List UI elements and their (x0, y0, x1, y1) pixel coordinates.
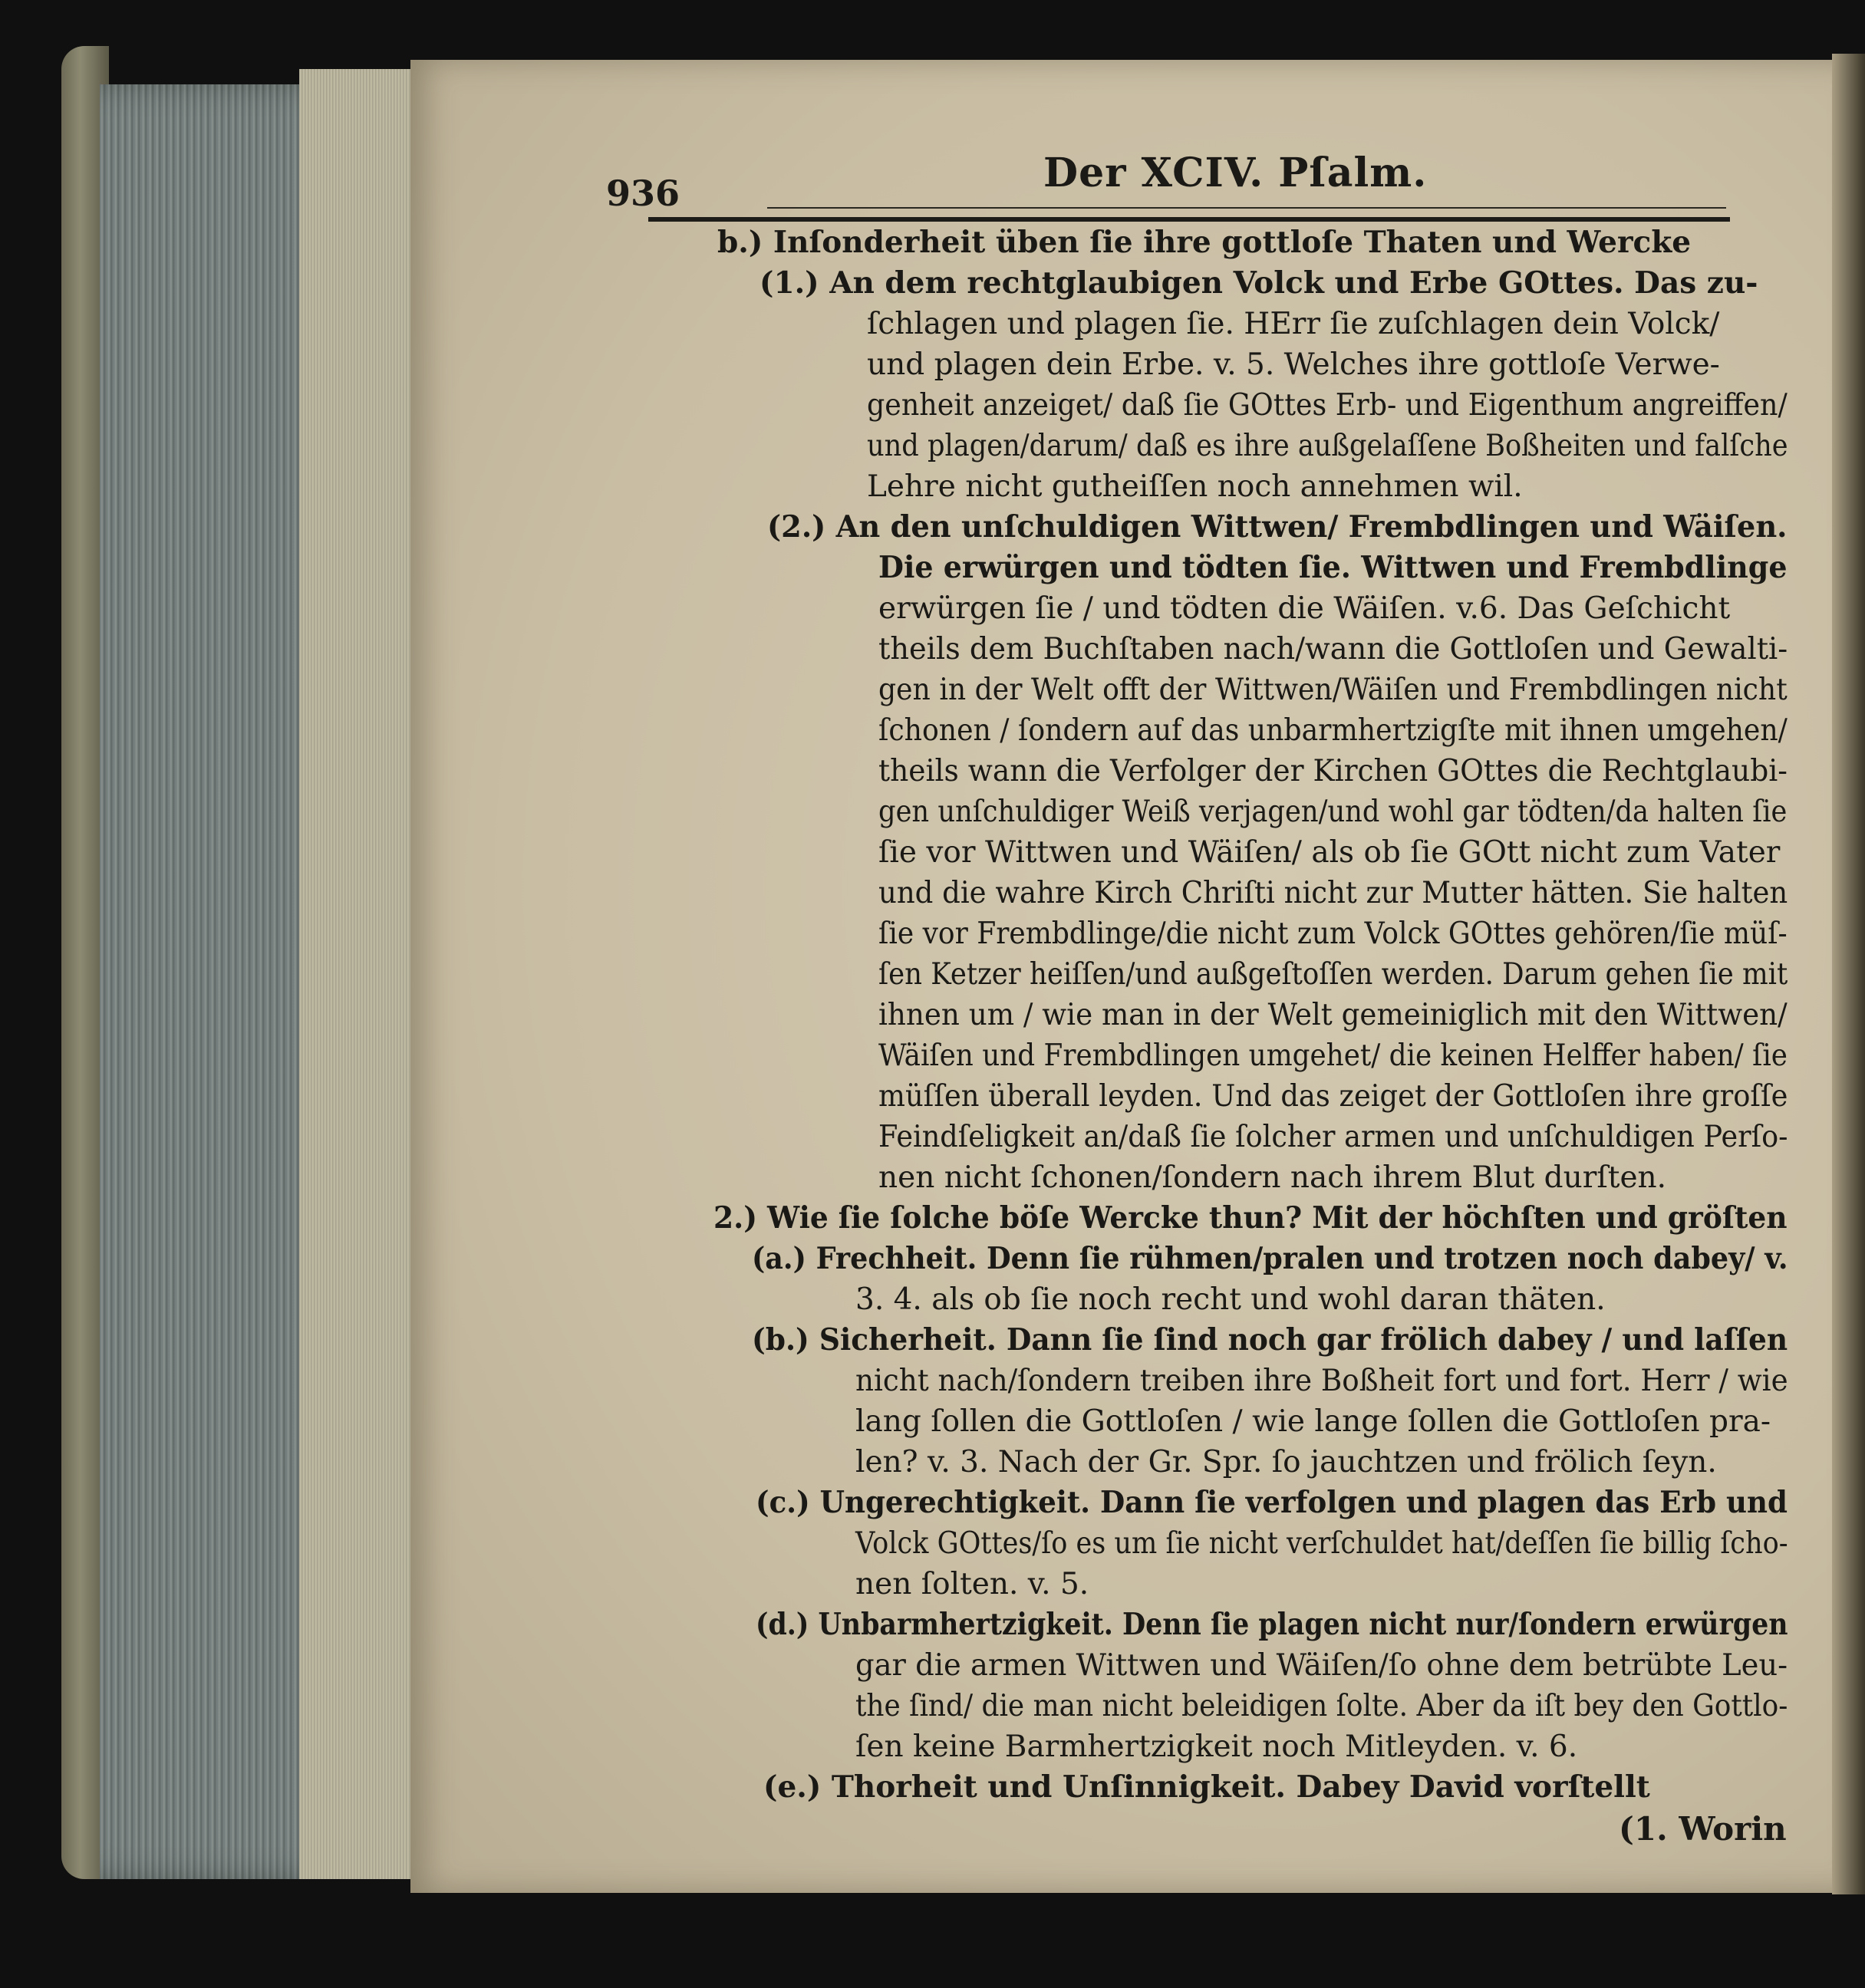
text-line: und plagen dein Erbe. v. 5. Welches ihre gottloſe Verwe- (867, 347, 1720, 382)
text-line: gen in der Welt offt der Wittwen/Wäiſen und Frembdlingen nicht (878, 673, 1788, 707)
text-line: ſen Ketzer heiſſen/und außgeſtoſſen werden. Darum gehen ſie mit (878, 957, 1788, 992)
header-rule-thin (767, 207, 1726, 209)
facing-page-edge (1832, 54, 1865, 1894)
header-rule (648, 217, 1730, 222)
text-line: (2.) An den unſchuldigen Wittwen/ Frembdlingen und Wäiſen. (767, 509, 1788, 545)
text-line: theils dem Buchſtaben nach/wann die Gottloſen und Gewalti- (878, 632, 1788, 667)
text-line: Volck GOttes/ſo es um ſie nicht verſchuldet hat/deſſen ſie billig ſcho- (855, 1526, 1788, 1561)
text-line: genheit anzeiget/ daß ſie GOttes Erb- und Eigenthum angreiffen/ (867, 388, 1788, 423)
text-line: Feindſeligkeit an/daß ſie ſolcher armen und unſchuldigen Perſo- (878, 1120, 1788, 1154)
text-line: (b.) Sicherheit. Dann ſie ſind noch gar frölich dabey / und laſſen (752, 1322, 1788, 1358)
text-line: Wäiſen und Frembdlingen umgehet/ die keinen Helffer haben/ ſie (878, 1038, 1788, 1073)
text-line: müſſen überall leyden. Und das zeiget der Gottloſen ihre groſſe (878, 1079, 1788, 1114)
text-line: 3. 4. als ob ſie noch recht und wohl daran thäten. (855, 1282, 1606, 1317)
text-line: erwürgen ſie / und tödten die Wäiſen. v.6. Das Geſchicht (878, 591, 1731, 626)
text-line: nicht nach/ſondern treiben ihre Boßheit fort und fort. Herr / wie (855, 1364, 1788, 1398)
text-line: len? v. 3. Nach der Gr. Spr. ſo jauchtzen und frölich ſeyn. (855, 1445, 1717, 1479)
text-line: (d.) Unbarmhertzigkeit. Denn ſie plagen nicht nur/ſondern erwürgen (756, 1607, 1788, 1642)
text-line: gen unſchuldiger Weiß verjagen/und wohl gar tödten/da halten ſie (878, 795, 1788, 829)
text-line: (e.) Thorheit und Unſinnigkeit. Dabey David vorſtellt (763, 1769, 1650, 1805)
text-line: nen nicht ſchonen/ſondern nach ihrem Blut durſten. (878, 1160, 1667, 1195)
text-line: (c.) Ungerechtigkeit. Dann ſie verfolgen und plagen das Erb und (756, 1485, 1788, 1520)
text-line: the ſind/ die man nicht beleidigen ſolte. Aber da iſt bey den Gottlo- (855, 1689, 1788, 1723)
text-line: ſchlagen und plagen ſie. HErr ſie zuſchlagen dein Volck/ (867, 307, 1720, 341)
text-line: Die erwürgen und tödten ſie. Wittwen und Frembdlinge (878, 550, 1788, 585)
page-number: 936 (606, 173, 680, 214)
text-line: gar die armen Wittwen und Wäiſen/ſo ohne dem betrübte Leu- (855, 1648, 1788, 1683)
text-line: und die wahre Kirch Chriſti nicht zur Mutter hätten. Sie halten (878, 876, 1788, 910)
text-line: theils wann die Verfolger der Kirchen GOttes die Rechtglaubi- (878, 754, 1788, 788)
text-line: Lehre nicht gutheiſſen noch annehmen wil. (867, 469, 1523, 504)
catchword: (1. Worin (1619, 1810, 1787, 1848)
text-line: b.) Inſonderheit üben ſie ihre gottloſe Thaten und Wercke (717, 225, 1692, 260)
text-line: ſchonen / ſondern auf das unbarmhertzigſte mit ihnen umgehen/ (878, 713, 1788, 748)
text-line: 2.) Wie ſie ſolche böſe Wercke thun? Mit der höchſten und gröſten (713, 1200, 1788, 1236)
text-line: lang ſollen die Gottloſen / wie lange ſollen die Gottloſen pra- (855, 1404, 1771, 1439)
text-line: nen ſolten. v. 5. (855, 1567, 1089, 1601)
text-line: (a.) Frechheit. Denn ſie rühmen/pralen und trotzen noch dabey/ v. (752, 1241, 1788, 1276)
text-line: (1.) An dem rechtglaubigen Volck und Erbe GOttes. Das zu- (760, 265, 1758, 301)
text-line: und plagen/darum/ daß es ihre außgelaſſene Boßheiten und falſche (867, 429, 1788, 463)
text-line: ſie vor Wittwen und Wäiſen/ als ob ſie GOtt nicht zum Vater (878, 835, 1781, 870)
text-line: ſie vor Frembdlinge/die nicht zum Volck GOttes gehören/ſie müſ- (878, 917, 1788, 951)
running-head: Der XCIV. Pſalm. (1043, 150, 1428, 196)
text-line: ſen keine Barmhertzigkeit noch Mitleyden. v. 6. (855, 1730, 1578, 1764)
text-line: ihnen um / wie man in der Welt gemeiniglich mit den Wittwen/ (878, 998, 1788, 1032)
